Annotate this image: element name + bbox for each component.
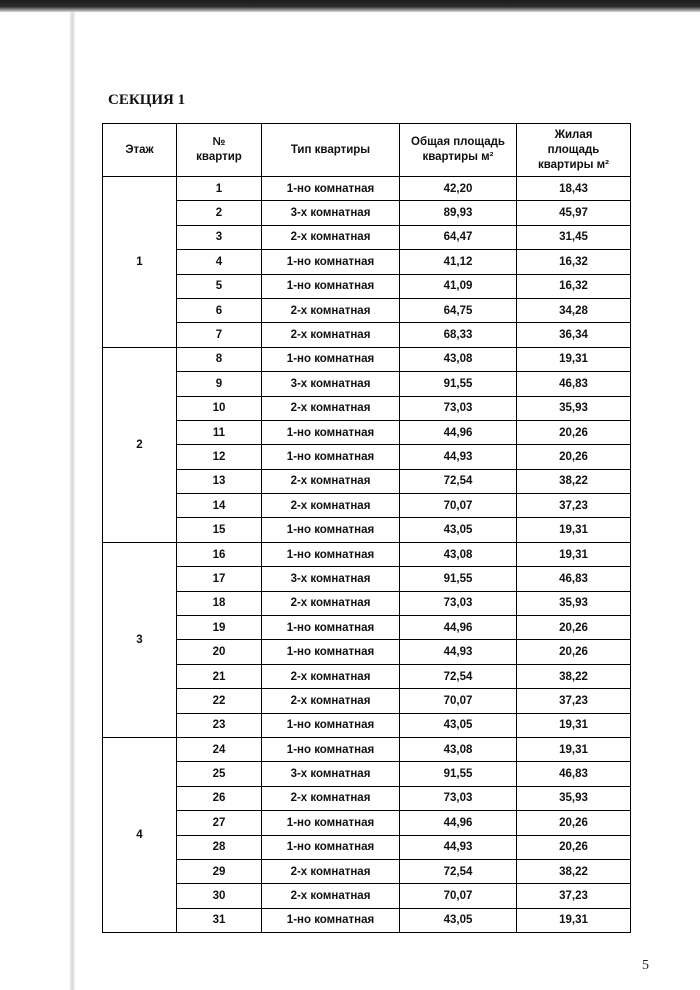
living-area-cell: 19,31 xyxy=(517,713,631,737)
apartment-type-cell: 1-но комнатная xyxy=(262,713,400,737)
table-row xyxy=(103,420,631,444)
living-area-cell: 16,32 xyxy=(517,250,631,274)
total-area-cell: 70,07 xyxy=(400,494,517,518)
apartment-number-cell: 4 xyxy=(177,250,262,274)
total-area-cell: 41,09 xyxy=(400,274,517,298)
living-area-cell: 16,32 xyxy=(517,274,631,298)
living-area-cell: 37,23 xyxy=(517,494,631,518)
table-row xyxy=(103,859,631,883)
table-row xyxy=(103,835,631,859)
apartment-number-cell: 22 xyxy=(177,689,262,713)
living-area-cell: 45,97 xyxy=(517,201,631,225)
apartment-type-cell: 3-х комнатная xyxy=(262,372,400,396)
apartment-type-cell: 1-но комнатная xyxy=(262,616,400,640)
apartment-type-cell: 2-х комнатная xyxy=(262,225,400,249)
floor-cell: 1 xyxy=(103,177,177,348)
apartment-type-cell: 1-но комнатная xyxy=(262,420,400,444)
total-area-cell: 73,03 xyxy=(400,591,517,615)
table-row xyxy=(103,494,631,518)
apartment-type-cell: 2-х комнатная xyxy=(262,298,400,322)
floor-cell: 3 xyxy=(103,542,177,737)
total-area-cell: 43,05 xyxy=(400,908,517,932)
table-row xyxy=(103,737,631,761)
scan-top-edge xyxy=(0,0,700,12)
table-row xyxy=(103,542,631,566)
living-area-cell: 36,34 xyxy=(517,323,631,347)
living-area-cell: 19,31 xyxy=(517,542,631,566)
apartment-type-cell: 1-но комнатная xyxy=(262,542,400,566)
apartment-number-cell: 18 xyxy=(177,591,262,615)
living-area-cell: 20,26 xyxy=(517,420,631,444)
table-row xyxy=(103,347,631,371)
table-row xyxy=(103,323,631,347)
table-row xyxy=(103,298,631,322)
floor-cell: 4 xyxy=(103,737,177,932)
total-area-cell: 42,20 xyxy=(400,177,517,201)
total-area-cell: 89,93 xyxy=(400,201,517,225)
table-body xyxy=(103,177,631,933)
apartment-type-cell: 3-х комнатная xyxy=(262,762,400,786)
table-row xyxy=(103,762,631,786)
living-area-cell: 46,83 xyxy=(517,567,631,591)
apartment-number-cell: 26 xyxy=(177,786,262,810)
living-area-cell: 19,31 xyxy=(517,347,631,371)
total-area-cell: 41,12 xyxy=(400,250,517,274)
section-title: СЕКЦИЯ 1 xyxy=(108,92,186,108)
table-row xyxy=(103,372,631,396)
living-area-cell: 19,31 xyxy=(517,518,631,542)
total-area-cell: 91,55 xyxy=(400,762,517,786)
apartment-type-cell: 1-но комнатная xyxy=(262,250,400,274)
total-area-cell: 43,05 xyxy=(400,713,517,737)
table-row xyxy=(103,274,631,298)
apartment-number-cell: 21 xyxy=(177,664,262,688)
apartment-type-cell: 1-но комнатная xyxy=(262,737,400,761)
apartment-number-cell: 6 xyxy=(177,298,262,322)
total-area-cell: 91,55 xyxy=(400,372,517,396)
apartment-number-cell: 31 xyxy=(177,908,262,932)
apartment-type-cell: 1-но комнатная xyxy=(262,835,400,859)
apartment-number-cell: 24 xyxy=(177,737,262,761)
living-area-cell: 31,45 xyxy=(517,225,631,249)
total-area-cell: 43,08 xyxy=(400,737,517,761)
total-area-cell: 44,93 xyxy=(400,640,517,664)
living-area-cell: 20,26 xyxy=(517,640,631,664)
living-area-cell: 37,23 xyxy=(517,689,631,713)
apartment-number-header: № квартир xyxy=(177,124,262,177)
table-row xyxy=(103,640,631,664)
apartment-type-cell: 2-х комнатная xyxy=(262,859,400,883)
living-area-cell: 37,23 xyxy=(517,884,631,908)
apartment-number-cell: 16 xyxy=(177,542,262,566)
living-area-cell: 20,26 xyxy=(517,616,631,640)
apartment-number-cell: 30 xyxy=(177,884,262,908)
apartment-type-cell: 2-х комнатная xyxy=(262,396,400,420)
table-row xyxy=(103,469,631,493)
total-area-cell: 43,08 xyxy=(400,347,517,371)
total-area-cell: 44,96 xyxy=(400,616,517,640)
living-area-cell: 38,22 xyxy=(517,469,631,493)
apartment-number-cell: 8 xyxy=(177,347,262,371)
apartment-type-cell: 1-но комнатная xyxy=(262,274,400,298)
living-area-cell: 35,93 xyxy=(517,396,631,420)
apartment-number-cell: 7 xyxy=(177,323,262,347)
apartment-type-cell: 1-но комнатная xyxy=(262,518,400,542)
table-row xyxy=(103,713,631,737)
total-area-cell: 70,07 xyxy=(400,689,517,713)
apartment-number-cell: 5 xyxy=(177,274,262,298)
table-row xyxy=(103,201,631,225)
apartment-type-cell: 2-х комнатная xyxy=(262,591,400,615)
apartment-number-cell: 1 xyxy=(177,177,262,201)
table-row xyxy=(103,884,631,908)
table-row xyxy=(103,518,631,542)
table-row xyxy=(103,811,631,835)
total-area-cell: 64,75 xyxy=(400,298,517,322)
living-area-cell: 20,26 xyxy=(517,445,631,469)
apartment-type-cell: 3-х комнатная xyxy=(262,201,400,225)
living-area-cell: 46,83 xyxy=(517,762,631,786)
floor-header: Этаж xyxy=(103,124,177,177)
apartment-number-cell: 3 xyxy=(177,225,262,249)
apartment-type-cell: 2-х комнатная xyxy=(262,323,400,347)
table-row xyxy=(103,396,631,420)
apartment-type-cell: 1-но комнатная xyxy=(262,445,400,469)
apartment-number-cell: 10 xyxy=(177,396,262,420)
living-area-cell: 46,83 xyxy=(517,372,631,396)
living-area-cell: 38,22 xyxy=(517,859,631,883)
table-row xyxy=(103,591,631,615)
apartment-number-cell: 13 xyxy=(177,469,262,493)
table-row xyxy=(103,786,631,810)
living-area-header: Жилая площадь квартиры м² xyxy=(517,124,631,177)
apartment-number-cell: 25 xyxy=(177,762,262,786)
apartment-type-cell: 1-но комнатная xyxy=(262,908,400,932)
living-area-cell: 38,22 xyxy=(517,664,631,688)
total-area-cell: 73,03 xyxy=(400,786,517,810)
living-area-cell: 18,43 xyxy=(517,177,631,201)
table-row xyxy=(103,689,631,713)
total-area-cell: 64,47 xyxy=(400,225,517,249)
table-row xyxy=(103,908,631,932)
apartment-number-cell: 20 xyxy=(177,640,262,664)
total-area-cell: 44,93 xyxy=(400,445,517,469)
total-area-cell: 43,08 xyxy=(400,542,517,566)
apartment-number-cell: 19 xyxy=(177,616,262,640)
floor-cell: 2 xyxy=(103,347,177,542)
apartment-type-cell: 2-х комнатная xyxy=(262,689,400,713)
apartment-number-cell: 29 xyxy=(177,859,262,883)
apartment-number-cell: 17 xyxy=(177,567,262,591)
table-row xyxy=(103,225,631,249)
apartment-type-cell: 2-х комнатная xyxy=(262,786,400,810)
living-area-cell: 19,31 xyxy=(517,737,631,761)
apartment-type-cell: 1-но комнатная xyxy=(262,640,400,664)
table-header-row xyxy=(103,124,631,177)
apartment-number-cell: 15 xyxy=(177,518,262,542)
table-row xyxy=(103,177,631,201)
living-area-cell: 34,28 xyxy=(517,298,631,322)
table-row xyxy=(103,445,631,469)
apartment-type-header: Тип квартиры xyxy=(262,124,400,177)
total-area-cell: 68,33 xyxy=(400,323,517,347)
apartment-type-cell: 2-х комнатная xyxy=(262,884,400,908)
apartment-type-cell: 1-но комнатная xyxy=(262,347,400,371)
page-number: 5 xyxy=(642,958,649,973)
total-area-cell: 44,93 xyxy=(400,835,517,859)
table-row xyxy=(103,664,631,688)
living-area-cell: 35,93 xyxy=(517,591,631,615)
apartment-number-cell: 23 xyxy=(177,713,262,737)
total-area-header: Общая площадь квартиры м² xyxy=(400,124,517,177)
table-row xyxy=(103,250,631,274)
total-area-cell: 73,03 xyxy=(400,396,517,420)
apartment-type-cell: 2-х комнатная xyxy=(262,494,400,518)
table-row xyxy=(103,616,631,640)
total-area-cell: 70,07 xyxy=(400,884,517,908)
total-area-cell: 44,96 xyxy=(400,811,517,835)
apartment-number-cell: 12 xyxy=(177,445,262,469)
apartment-number-cell: 28 xyxy=(177,835,262,859)
apartments-table xyxy=(102,123,631,933)
apartment-number-cell: 14 xyxy=(177,494,262,518)
apartment-type-cell: 2-х комнатная xyxy=(262,469,400,493)
total-area-cell: 44,96 xyxy=(400,420,517,444)
total-area-cell: 43,05 xyxy=(400,518,517,542)
living-area-cell: 20,26 xyxy=(517,811,631,835)
apartment-type-cell: 1-но комнатная xyxy=(262,811,400,835)
living-area-cell: 19,31 xyxy=(517,908,631,932)
total-area-cell: 72,54 xyxy=(400,859,517,883)
table-row xyxy=(103,567,631,591)
apartment-number-cell: 2 xyxy=(177,201,262,225)
living-area-cell: 35,93 xyxy=(517,786,631,810)
living-area-cell: 20,26 xyxy=(517,835,631,859)
apartment-type-cell: 2-х комнатная xyxy=(262,664,400,688)
total-area-cell: 72,54 xyxy=(400,469,517,493)
apartment-number-cell: 27 xyxy=(177,811,262,835)
scan-left-edge xyxy=(70,12,75,990)
apartment-type-cell: 1-но комнатная xyxy=(262,177,400,201)
total-area-cell: 91,55 xyxy=(400,567,517,591)
apartment-type-cell: 3-х комнатная xyxy=(262,567,400,591)
apartment-number-cell: 11 xyxy=(177,420,262,444)
apartment-number-cell: 9 xyxy=(177,372,262,396)
total-area-cell: 72,54 xyxy=(400,664,517,688)
